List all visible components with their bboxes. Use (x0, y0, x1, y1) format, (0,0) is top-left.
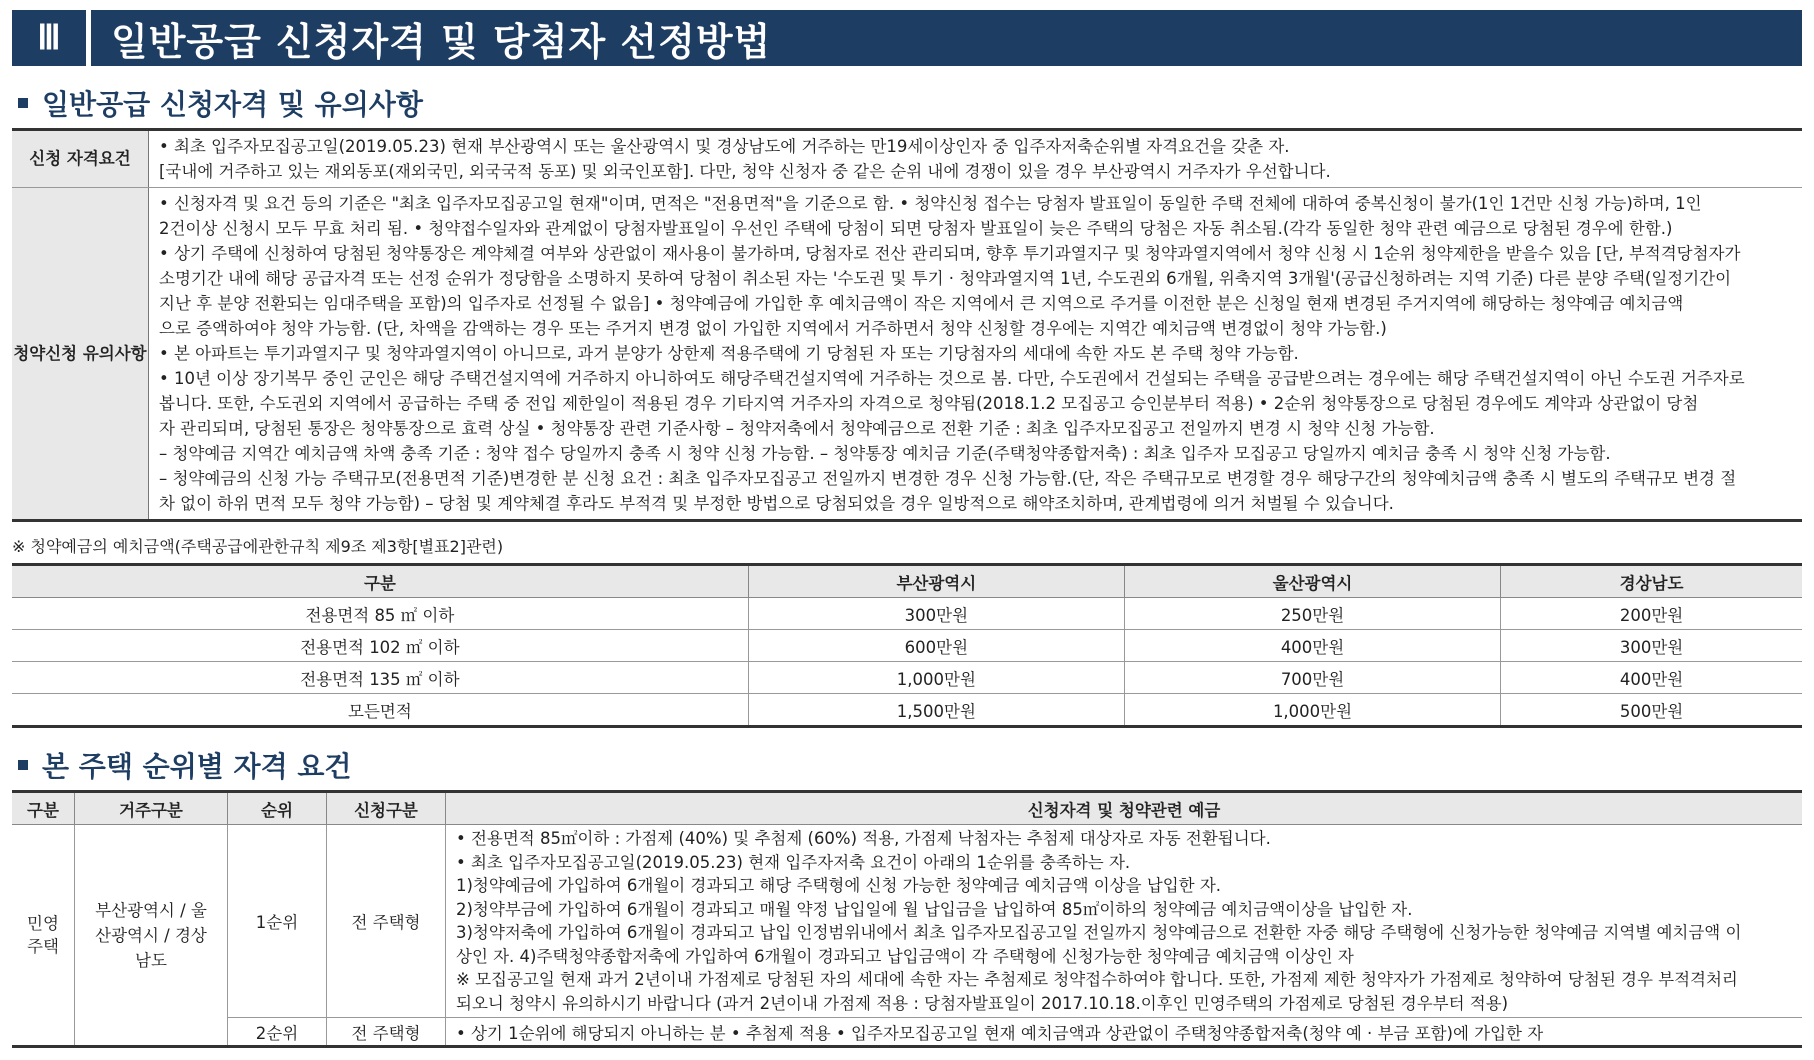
rank-cell: 1순위 (228, 825, 327, 1018)
text-line: 으로 증액하여야 청약 가능함. (단, 차액을 감액하는 경우 또는 주거지 변경 없이 가입한 지역에서 거주하면서 청약 신청할 경우에는 지역간 예치금액 변경없이 청약 가능함.) (159, 319, 1387, 338)
table-cell: 1,000만원 (1124, 694, 1500, 727)
text-line: 소명기간 내에 해당 공급자격 또는 선정 순위가 정당함을 소명하지 못하여 당첨이 취소된 자는 '수도권 및 투기 · 청약과열지역 1년, 수도권외 6개월, 위축지역 3개월'(공급신청하려는 지역 기준) 다른 분양 주택(일정기간이 (159, 269, 1732, 288)
chapter-number: Ⅲ (37, 20, 61, 57)
text-line: • 최초 입주자모집공고일(2019.05.23) 현재 부산광역시 또는 울산광역시 및 경상남도에 거주하는 만19세이상인자 중 입주자저축순위별 자격요건을 갖춘 자. (159, 137, 1290, 156)
table-row (12, 1018, 1802, 1047)
row-label-notes: 청약신청 유의사항 (12, 188, 149, 521)
column-header: 울산광역시 (1124, 565, 1500, 598)
table-cell: 600만원 (748, 630, 1124, 662)
type-cell: 전 주택형 (327, 1018, 446, 1047)
text-line: 2건이상 신청시 모두 무효 처리 됨. • 청약접수일자와 관계없이 당첨자발표일이 우선인 주택에 당첨이 되면 당첨자 발표일이 늦은 주택의 당첨은 자동 취소됨.(각각 동일한 청약 관련 예금으로 당첨된 경우에 한함.) (159, 219, 1673, 238)
text-line: • 10년 이상 장기복무 중인 군인은 해당 주택건설지역에 거주하지 아니하여도 해당주택건설지역에 거주하는 것으로 봄. 다만, 수도권에서 건설되는 주택을 공급받으려는 경우에는 해당 주택건설지역이 아닌 수도권 거주자로 (159, 369, 1745, 388)
rank-cell: 2순위 (228, 1018, 327, 1047)
text-line: 봅니다. 또한, 수도권외 지역에서 공급하는 주택 중 전입 제한일이 적용된 경우 기타지역 거주자의 자격으로 청약됨(2018.1.2 모집공고 승인분부터 적용) • 2순위 청약통장으로 당첨된 경우에도 계약과 상관없이 당첨 (159, 394, 1699, 413)
table-row (12, 630, 1802, 662)
text-line: 되오니 청약시 유의하시기 바랍니다 (과거 2년이내 가점제 적용 : 당첨자발표일이 2017.10.18.이후인 민영주택의 가점제로 당첨된 경우부터 적용) (456, 993, 1509, 1013)
type-cell: 전 주택형 (327, 825, 446, 1018)
table-row (12, 662, 1802, 694)
text-line: • 최초 입주자모집공고일(2019.05.23) 현재 입주자저축 요건이 아래의 1순위를 충족하는 자. (456, 852, 1131, 872)
table-row (12, 598, 1802, 630)
deposit-note: ※ 청약예금의 예치금액(주택공급에관한규칙 제9조 제3항[별표2]관련) (12, 537, 504, 556)
table-cell: 1,000만원 (748, 662, 1124, 694)
section-title: 일반공급 신청자격 및 유의사항 (42, 88, 423, 121)
page (0, 10, 1814, 1060)
column-header: 구분 (12, 792, 75, 825)
chapter-title: 일반공급 신청자격 및 당첨자 선정방법 (111, 19, 772, 64)
table-cell: 1,500만원 (748, 694, 1124, 727)
table-row (12, 130, 1802, 188)
table-cell: 모든면적 (12, 694, 748, 727)
table-cell: 300만원 (1501, 630, 1802, 662)
table-cell: 300만원 (748, 598, 1124, 630)
table-cell: 500만원 (1501, 694, 1802, 727)
table-cell: 전용면적 85 ㎡ 이하 (12, 598, 748, 630)
section-heading-qualification (12, 84, 1802, 122)
text-line: • 전용면적 85㎡이하 : 가점제 (40%) 및 추첨제 (60%) 적용, 가점제 낙첨자는 추첨제 대상자로 자동 전환됩니다. (456, 829, 1271, 848)
rank-table (12, 790, 1802, 1048)
column-header: 신청구분 (327, 792, 446, 825)
eligibility-content (149, 130, 1803, 188)
table-row (12, 694, 1802, 727)
text-line: 차 없이 하위 면적 모두 청약 가능함) – 당첨 및 계약체결 후라도 부적격 및 부정한 방법으로 당첨되었을 경우 일방적으로 해약조치하며, 관계법령에 의거 처벌될 수 있습니다. (159, 494, 1394, 513)
column-header: 부산광역시 (748, 565, 1124, 598)
table-cell: 250만원 (1124, 598, 1500, 630)
table-cell: 400만원 (1124, 630, 1500, 662)
notes-content (149, 188, 1803, 521)
column-header: 경상남도 (1501, 565, 1802, 598)
residence-cell: 부산광역시 / 울산광역시 / 경상남도 (75, 825, 228, 1047)
section-heading-rank (12, 746, 1802, 784)
table-cell: 400만원 (1501, 662, 1802, 694)
text-line: – 청약예금 지역간 예치금액 차액 충족 기준 : 청약 접수 당일까지 충족 시 청약 신청 가능함. – 청약통장 예치금 기준(주택청약종합저축) : 최초 입주자 모집공고 당일까지 예치금 충족 시 청약 신청 가능함. (159, 444, 1611, 463)
square-bullet-icon (18, 98, 28, 108)
text-line: 지난 후 분양 전환되는 임대주택을 포함)의 입주자로 선정될 수 없음] • 청약예금에 가입한 후 예치금액이 작은 지역에서 큰 지역으로 주거를 이전한 분은 신청일 현재 변경된 주거지역에 해당하는 청약예금 예치금액 (159, 294, 1684, 313)
column-header: 구분 (12, 565, 748, 598)
text-line: 3)청약저축에 가입하여 6개월이 경과되고 납입 인정범위내에서 최초 입주자모집공고일 전일까지 청약예금으로 전환한 자중 해당 주택형에 신청가능한 청약예금 지역별 예치금액 이 (456, 923, 1742, 942)
text-line: • 본 아파트는 투기과열지구 및 청약과열지역이 아니므로, 과거 분양가 상한제 적용주택에 기 당첨된 자 또는 기당첨자의 세대에 속한 자도 본 주택 청약 가능함. (159, 344, 1299, 363)
text-line: 자 관리되며, 당첨된 통장은 청약통장으로 효력 상실 • 청약통장 관련 기준사항 – 청약저축에서 청약예금으로 전환 기준 : 최초 입주자모집공고 전일까지 변경 시 청약 신청 가능함. (159, 419, 1435, 438)
table-row (12, 825, 1802, 1018)
table-cell: 전용면적 102 ㎡ 이하 (12, 630, 748, 662)
rank2-qualification: • 상기 1순위에 해당되지 아니하는 분 • 추첨제 적용 • 입주자모집공고일 현재 예치금액과 상관없이 주택청약종합저축(청약 예 · 부금 포함)에 가입한 자 (446, 1018, 1803, 1047)
chapter-banner (12, 10, 1802, 66)
table-cell: 200만원 (1501, 598, 1802, 630)
text-line: • 신청자격 및 요건 등의 기준은 "최초 입주자모집공고일 현재"이며, 면적은 "전용면적"을 기준으로 함. • 청약신청 접수는 당첨자 발표일이 동일한 주택 전체에 대하여 중복신청이 불가(1인 1건만 신청 가능)하며, 1인 (159, 194, 1702, 213)
table-cell: 전용면적 135 ㎡ 이하 (12, 662, 748, 694)
category-cell: 민영 주택 (12, 825, 75, 1047)
text-line: 상인 자. 4)주택청약종합저축에 가입하여 6개월이 경과되고 납입금액이 각 주택형에 신청가능한 청약예금 예치금액 이상인 자 (456, 946, 1354, 966)
text-line: • 상기 주택에 신청하여 당첨된 청약통장은 계약체결 여부와 상관없이 재사용이 불가하며, 당첨자로 전산 관리되며, 향후 투기과열지구 및 청약과열지역에서 청약 신청 시 1순위 청약제한을 받을수 있음 [단, 부적격당첨자가 (159, 244, 1741, 263)
column-header: 순위 (228, 792, 327, 825)
column-header: 신청자격 및 청약관련 예금 (446, 792, 1803, 825)
text-line: – 청약예금의 신청 가능 주택규모(전용면적 기준)변경한 분 신청 요건 : 최초 입주자모집공고 전일까지 변경한 경우 신청 가능함.(단, 작은 주택규모로 변경할 경우 해당구간의 청약예치금액 충족 시 별도의 주택규모 변경 절 (159, 469, 1737, 488)
text-line: 1)청약예금에 가입하여 6개월이 경과되고 해당 주택형에 신청 가능한 청약예금 예치금액 이상을 납입한 자. (456, 876, 1222, 895)
table-cell: 700만원 (1124, 662, 1500, 694)
rank1-qualification (446, 825, 1803, 1018)
qualification-table (12, 128, 1802, 522)
section-title: 본 주택 순위별 자격 요건 (42, 750, 352, 783)
column-header: 거주구분 (75, 792, 228, 825)
table-header-row (12, 565, 1802, 598)
text-line: [국내에 거주하고 있는 재외동포(재외국민, 외국국적 동포) 및 외국인포함]. 다만, 청약 신청자 중 같은 순위 내에 경쟁이 있을 경우 부산광역시 거주자가 우선합니다. (159, 162, 1331, 181)
text-line: 2)청약부금에 가입하여 6개월이 경과되고 매월 약정 납입일에 월 납입금을 납입하여 85㎡이하의 청약예금 예치금액이상을 납입한 자. (456, 899, 1413, 919)
row-label-eligibility: 신청 자격요건 (12, 130, 149, 188)
deposit-table (12, 563, 1802, 728)
table-row (12, 188, 1802, 521)
table-header-row (12, 792, 1802, 825)
square-bullet-icon (18, 760, 28, 770)
text-line: ※ 모집공고일 현재 과거 2년이내 가점제로 당첨된 자의 세대에 속한 자는 추첨제로 청약접수하여야 합니다. 또한, 가점제 제한 청약자가 가점제로 청약하여 당첨된 경우 부적격처리 (456, 970, 1738, 989)
